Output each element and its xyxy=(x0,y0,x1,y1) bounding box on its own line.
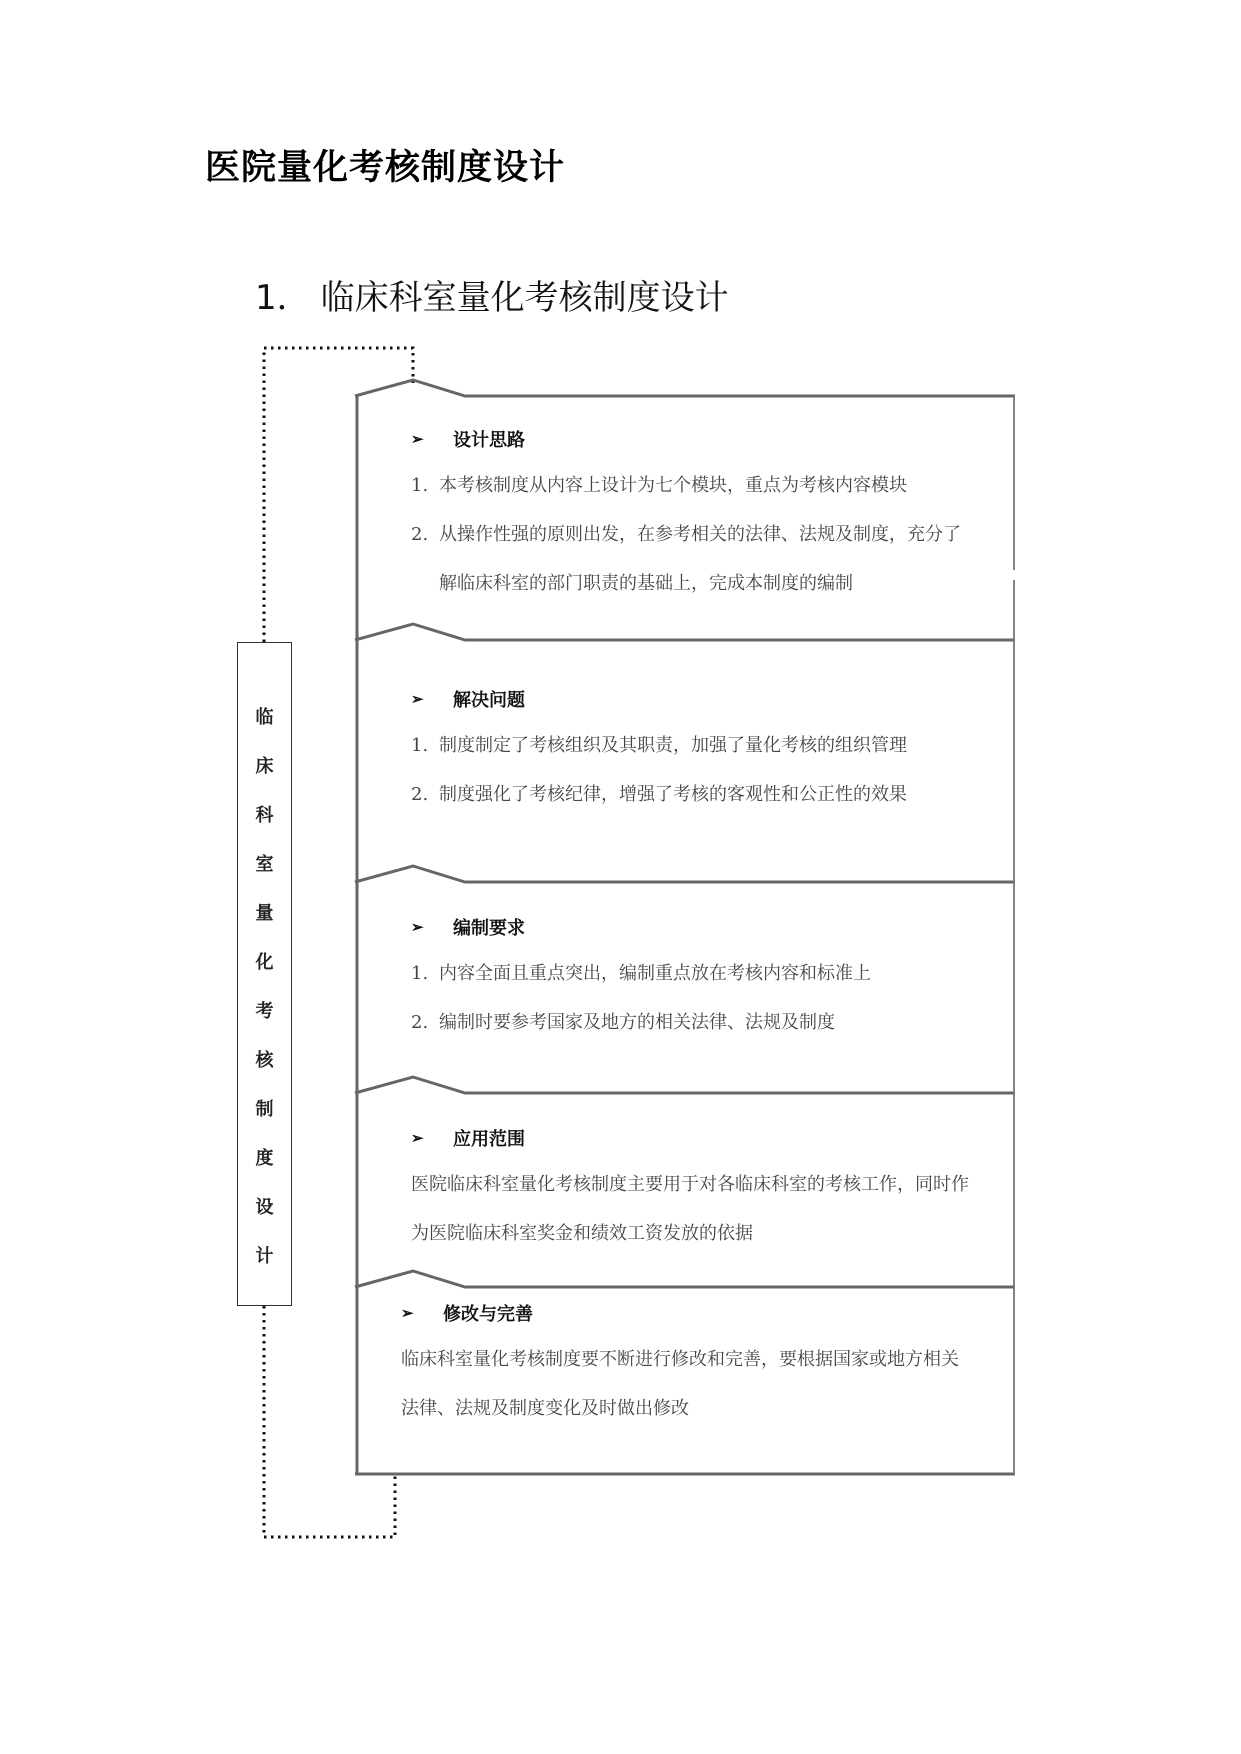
vertical-label-box xyxy=(237,642,292,1306)
arrow-bullet-icon: ➢ xyxy=(411,690,424,708)
panel-divider-3 xyxy=(355,866,1015,882)
panel-line: 医院临床科室量化考核制度主要用于对各临床科室的考核工作，同时作 xyxy=(411,1174,969,1195)
panel-line: 为医院临床科室奖金和绩效工资发放的依据 xyxy=(411,1223,753,1244)
panel-problems-solved xyxy=(411,684,907,819)
dotted-connector-top xyxy=(264,348,413,642)
panel-divider-1 xyxy=(355,380,1015,396)
vertical-label-char: 制 xyxy=(255,1099,274,1120)
panel-line: 临床科室量化考核制度要不断进行修改和完善，要根据国家或地方相关 xyxy=(401,1349,959,1370)
arrow-bullet-icon: ➢ xyxy=(401,1304,414,1322)
panel-design-rationale xyxy=(411,424,961,608)
vertical-label-char: 室 xyxy=(255,854,274,875)
vertical-label-char: 考 xyxy=(255,1001,274,1022)
arrow-bullet-icon: ➢ xyxy=(411,430,424,448)
vertical-label-char: 临 xyxy=(255,707,274,728)
panel-line: 1. 制度制定了考核组织及其职责，加强了量化考核的组织管理 xyxy=(411,721,907,770)
panel-line: 1. 本考核制度从内容上设计为七个模块，重点为考核内容模块 xyxy=(411,461,961,510)
panel-heading: ➢ 应用范围 xyxy=(411,1129,525,1150)
vertical-label-char: 度 xyxy=(255,1148,274,1169)
list-marker: 2. xyxy=(411,1012,429,1033)
vertical-label-char: 计 xyxy=(255,1246,274,1267)
list-marker: 1. xyxy=(411,475,429,496)
vertical-label-char: 化 xyxy=(255,952,274,973)
panel-compilation-requirements xyxy=(411,912,871,1047)
panel-scope-of-application xyxy=(411,1123,969,1258)
vertical-label-char: 床 xyxy=(255,756,274,777)
dotted-connector-bottom xyxy=(264,1306,395,1537)
panel-line: 2. 制度强化了考核纪律，增强了考核的客观性和公正性的效果 xyxy=(411,770,907,819)
arrow-bullet-icon: ➢ xyxy=(411,918,424,936)
list-marker: 2. xyxy=(411,784,429,805)
panel-revision-and-improvement xyxy=(401,1298,959,1433)
vertical-label-char: 设 xyxy=(255,1197,274,1218)
panel-heading: ➢ 解决问题 xyxy=(411,690,525,711)
arrow-bullet-icon: ➢ xyxy=(411,1129,424,1147)
section-title-text: 临床科室量化考核制度设计 xyxy=(320,278,729,318)
panel-line: 解临床科室的部门职责的基础上，完成本制度的编制 xyxy=(439,573,853,594)
vertical-label-char: 核 xyxy=(255,1050,274,1071)
panel-heading: ➢ 修改与完善 xyxy=(401,1304,533,1325)
section-number: 1． xyxy=(255,278,311,318)
list-marker: 1. xyxy=(411,963,429,984)
panel-line: 2. 从操作性强的原则出发，在参考相关的法律、法规及制度，充分了 xyxy=(411,510,961,559)
panel-line: 1. 内容全面且重点突出，编制重点放在考核内容和标准上 xyxy=(411,949,871,998)
panel-divider-4 xyxy=(355,1077,1015,1093)
document-title: 医院量化考核制度设计 xyxy=(205,148,566,188)
list-marker: 1. xyxy=(411,735,429,756)
panel-heading: ➢ 编制要求 xyxy=(411,918,525,939)
list-marker: 2. xyxy=(411,524,429,545)
vertical-label-char: 科 xyxy=(255,805,274,826)
panel-divider-2 xyxy=(355,624,1015,640)
panel-line: 2. 编制时要参考国家及地方的相关法律、法规及制度 xyxy=(411,998,871,1047)
panel-line: 法律、法规及制度变化及时做出修改 xyxy=(401,1398,689,1419)
vertical-label-char: 量 xyxy=(255,903,274,924)
panel-divider-5 xyxy=(355,1271,1015,1287)
panel-heading: ➢ 设计思路 xyxy=(411,430,525,451)
